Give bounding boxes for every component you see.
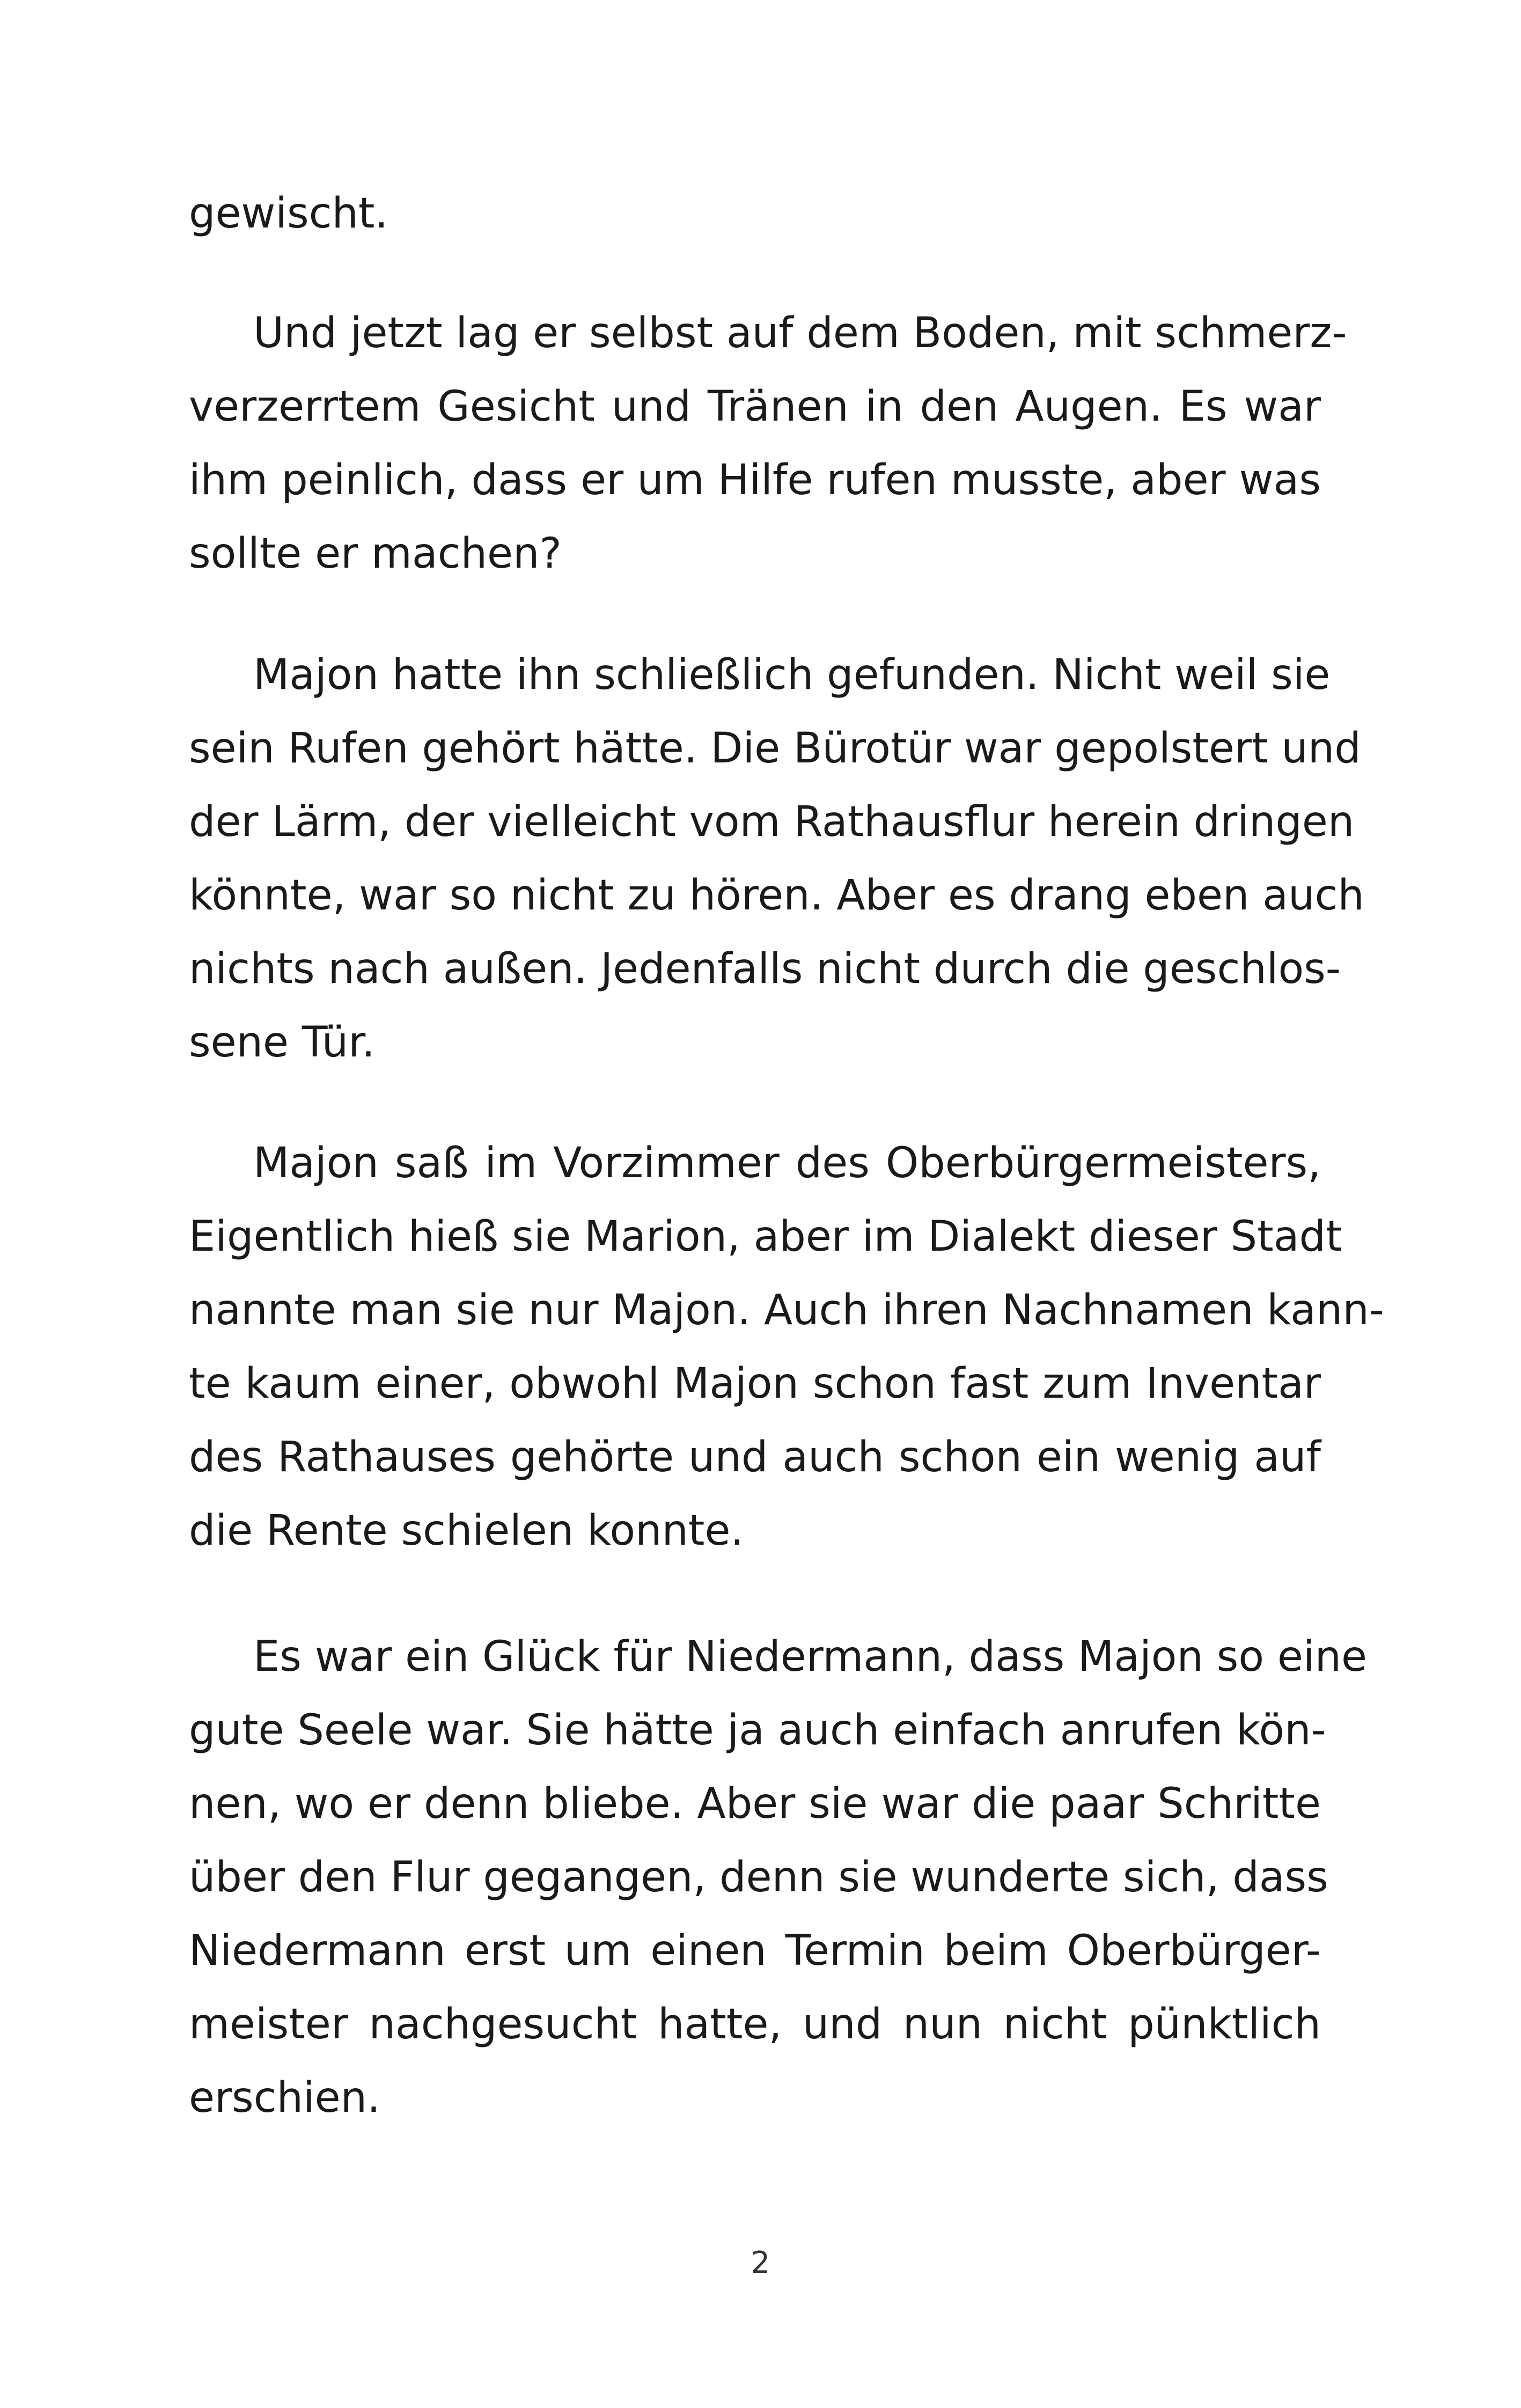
text-line: Und jetzt lag er selbst auf dem Boden, mit schmerz- bbox=[253, 309, 1347, 357]
text-line: ihm peinlich, dass er um Hilfe rufen musste, aber was bbox=[189, 456, 1321, 504]
text-line: meister nachgesucht hatte, und nun nicht pünktlich bbox=[189, 2000, 1321, 2049]
text-line: nen, wo er denn bliebe. Aber sie war die paar Schritte bbox=[189, 1780, 1321, 1828]
text-line: der Lärm, der vielleicht vom Rathausflur herein dringen bbox=[189, 798, 1355, 846]
text-line: könnte, war so nicht zu hören. Aber es drang eben auch bbox=[189, 871, 1364, 920]
text-line: gute Seele war. Sie hätte ja auch einfach anrufen kön- bbox=[189, 1706, 1326, 1754]
text-line: des Rathauses gehörte und auch schon ein wenig auf bbox=[189, 1433, 1321, 1481]
text-line: Majon hatte ihn schließlich gefunden. Nicht weil sie bbox=[253, 651, 1331, 699]
text-line: nannte man sie nur Majon. Auch ihren Nachnamen kann- bbox=[189, 1286, 1384, 1334]
text-line: die Rente schielen konnte. bbox=[189, 1507, 744, 1555]
text-line: erschien. bbox=[189, 2074, 380, 2122]
text-line: verzerrtem Gesicht und Tränen in den Augen. Es war bbox=[189, 383, 1321, 431]
paragraph bbox=[189, 297, 1347, 591]
text-line: sollte er machen? bbox=[189, 530, 562, 578]
paragraph bbox=[189, 1127, 1384, 1568]
text-line: Niedermann erst um einen Termin beim Oberbürger- bbox=[189, 1927, 1321, 1975]
page-number: 2 bbox=[751, 2245, 770, 2280]
text-line: sene Tür. bbox=[189, 1018, 375, 1067]
paragraph bbox=[189, 638, 1364, 1080]
text-line: über den Flur gegangen, denn sie wunderte sich, dass bbox=[189, 1853, 1328, 1902]
text-line: sein Rufen gehört hätte. Die Bürotür war gepolstert und bbox=[189, 724, 1361, 773]
text-line: Eigentlich hieß sie Marion, aber im Dialekt dieser Stadt bbox=[189, 1213, 1342, 1261]
paragraph bbox=[189, 1620, 1367, 2135]
text-line: gewischt. bbox=[189, 189, 388, 238]
text-line: Majon saß im Vorzimmer des Oberbürgermeisters, bbox=[253, 1139, 1321, 1187]
text-line: nichts nach außen. Jedenfalls nicht durch die geschlos- bbox=[189, 945, 1341, 993]
text-line: te kaum einer, obwohl Majon schon fast zum Inventar bbox=[189, 1360, 1321, 1408]
paragraph bbox=[189, 177, 1321, 251]
text-line: Es war ein Glück für Niedermann, dass Majon so eine bbox=[253, 1633, 1367, 1681]
